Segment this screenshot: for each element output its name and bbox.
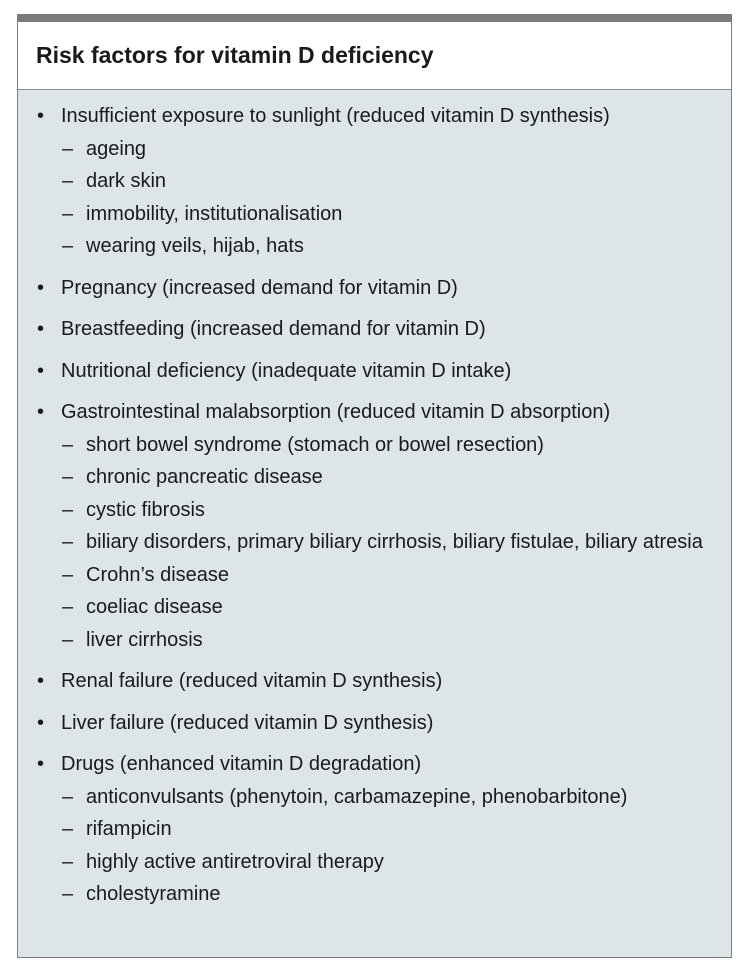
box-header [18, 22, 731, 90]
sub-factor-list [61, 133, 731, 263]
sub-factor-text: short bowel syndrome (stomach or bowel resection) [86, 433, 544, 456]
sub-factor-item [61, 133, 731, 166]
risk-factor-list [18, 100, 731, 920]
risk-factor-item [18, 748, 731, 911]
risk-factor-text: Renal failure (reduced vitamin D synthesis) [61, 670, 443, 692]
dash-icon: – [62, 235, 74, 257]
risk-factor-item [18, 355, 731, 388]
sub-factor-item [61, 591, 731, 624]
sub-factor-text: Crohn’s disease [86, 563, 230, 586]
sub-factor-item [61, 526, 731, 559]
sub-factor-item [61, 559, 731, 592]
sub-factor-item [61, 624, 731, 657]
sub-factor-text: wearing veils, hijab, hats [86, 235, 304, 257]
sub-factor-text: immobility, institutionalisation [86, 202, 343, 225]
bullet-icon: • [37, 753, 45, 775]
bullet-icon: • [37, 670, 45, 692]
risk-factors-box [17, 14, 732, 958]
sub-factor-list [61, 781, 731, 911]
sub-factor-list [61, 429, 731, 657]
bullet-icon: • [37, 359, 45, 382]
sub-factor-text: chronic pancreatic disease [86, 466, 323, 488]
sub-factor-text: ageing [86, 137, 147, 160]
dash-icon: – [62, 883, 74, 905]
risk-factor-text: Pregnancy (increased demand for vitamin D) [61, 276, 458, 299]
sub-factor-text: rifampicin [86, 818, 172, 840]
sub-factor-text: cystic fibrosis [86, 498, 205, 521]
dash-icon: – [62, 531, 74, 553]
box-title: Risk factors for vitamin D deficiency [36, 42, 434, 68]
risk-factor-item [18, 707, 731, 740]
sub-factor-item [61, 230, 731, 263]
sub-factor-text: cholestyramine [86, 883, 221, 905]
risk-factor-text: Liver failure (reduced vitamin D synthesis) [61, 711, 434, 734]
dash-icon: – [62, 628, 74, 651]
sub-factor-item [61, 198, 731, 231]
risk-factor-text: Insufficient exposure to sunlight (reduced vitamin D synthesis) [61, 105, 610, 127]
sub-factor-item [61, 429, 731, 462]
dash-icon: – [62, 498, 74, 521]
risk-factor-item [18, 665, 731, 698]
dash-icon: – [62, 596, 74, 618]
sub-factor-text: coeliac disease [86, 596, 223, 618]
dash-icon: – [62, 466, 74, 488]
risk-factor-text: Breastfeeding (increased demand for vitamin D) [61, 318, 486, 340]
risk-factor-item [18, 313, 731, 346]
bullet-icon: • [37, 276, 45, 299]
sub-factor-item [61, 494, 731, 527]
dash-icon: – [62, 433, 74, 456]
sub-factor-item [61, 813, 731, 846]
sub-factor-text: anticonvulsants (phenytoin, carbamazepine, phenobarbitone) [86, 785, 628, 808]
sub-factor-text: biliary disorders, primary biliary cirrhosis, biliary fistulae, biliary atresia [86, 531, 703, 553]
sub-factor-item [61, 781, 731, 814]
bullet-icon: • [37, 105, 45, 127]
sub-factor-text: highly active antiretroviral therapy [86, 850, 384, 873]
risk-factor-text: Gastrointestinal malabsorption (reduced vitamin D absorption) [61, 401, 611, 423]
risk-factor-item [18, 396, 731, 656]
sub-factor-text: liver cirrhosis [86, 628, 203, 651]
dash-icon: – [62, 170, 74, 192]
dash-icon: – [62, 563, 74, 586]
dash-icon: – [62, 137, 74, 160]
sub-factor-item [61, 846, 731, 879]
dash-icon: – [62, 818, 74, 840]
risk-factor-text: Nutritional deficiency (inadequate vitamin D intake) [61, 359, 512, 382]
dash-icon: – [62, 785, 74, 808]
sub-factor-item [61, 461, 731, 494]
sub-factor-item [61, 165, 731, 198]
bullet-icon: • [37, 711, 45, 734]
dash-icon: – [62, 850, 74, 873]
top-rule [17, 14, 732, 22]
risk-factor-text: Drugs (enhanced vitamin D degradation) [61, 753, 422, 775]
risk-factor-item [18, 272, 731, 305]
risk-factor-item [18, 100, 731, 263]
bullet-icon: • [37, 401, 45, 423]
dash-icon: – [62, 202, 74, 225]
bullet-icon: • [37, 318, 45, 340]
sub-factor-text: dark skin [86, 170, 167, 192]
sub-factor-item [61, 878, 731, 911]
